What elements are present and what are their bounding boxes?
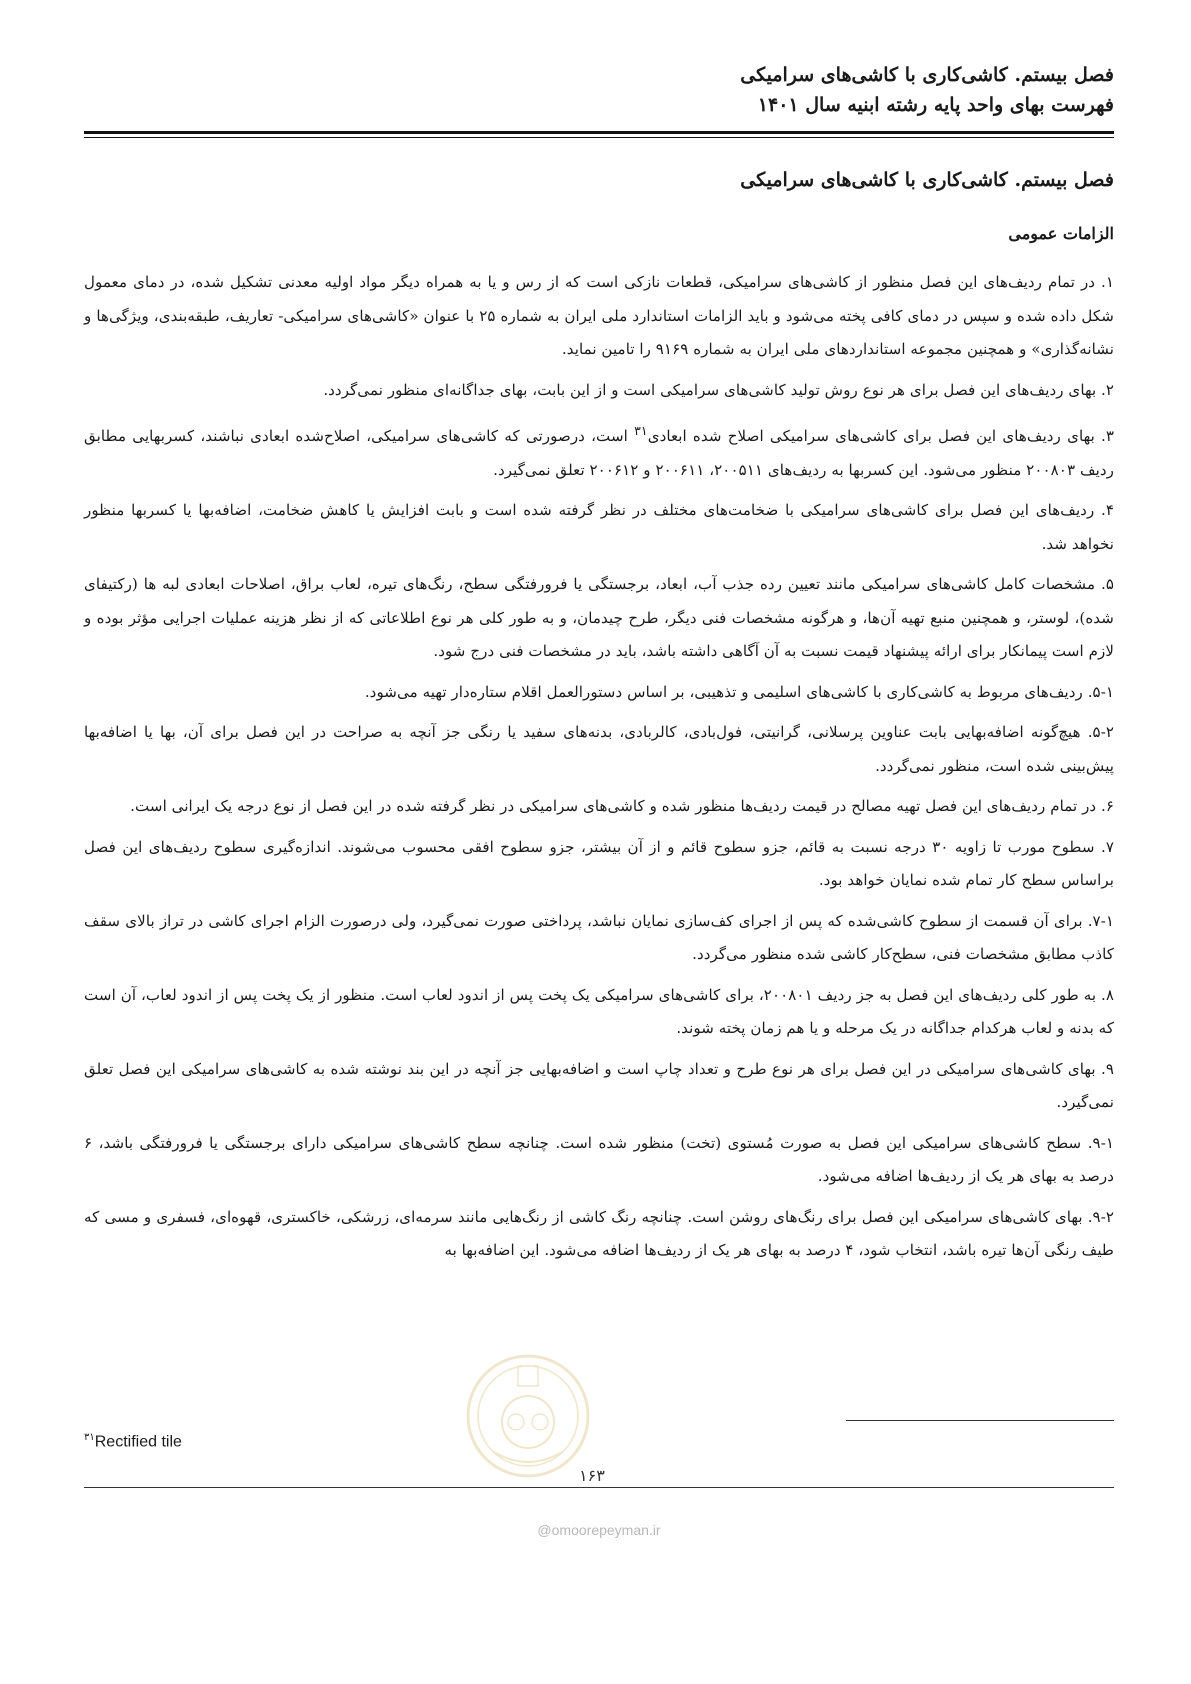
footnote-text: Rectified tile — [94, 1433, 182, 1451]
paragraph: ۸. به طور کلی ردیف‌های این فصل به جز ردیف ۲۰۰۸۰۱، برای کاشی‌های سرامیکی یک پخت پس از اندود لعاب است. منظور از یک پخت پس از اندود لعاب، آن است که بدنه و لعاب هرکدام جداگانه در یک مرحله و یا هم زمان پخته شوند. — [84, 985, 1114, 1038]
footer-divider — [84, 1487, 1114, 1488]
paragraph: ۷. سطوح مورب تا زاویه ۳۰ درجه نسبت به قائم، جزو سطوح قائم و از آن بیشتر، جزو سطوح افقی محسوب می‌شوند. اندازه‌گیری سطوح ردیف‌های این فصل براساس سطح کار تمام شده نمایان خواهد بود. — [84, 837, 1114, 890]
paragraph: ۹-۱. سطح کاشی‌های سرامیکی این فصل به صورت مُستوی (تخت) منظور شده است. چنانچه سطح کاشی‌های سرامیکی دارای برجستگی یا فرورفتگی باشد، ۶ درصد به بهای هر یک از ردیف‌ها اضافه می‌شود. — [84, 1133, 1114, 1186]
document-page — [84, 0, 1114, 1684]
paragraph: ۹-۲. بهای کاشی‌های سرامیکی این فصل برای رنگ‌های روشن است. چنانچه رنگ کاشی از رنگ‌هایی مانند سرمه‌ای، زرشکی، خاکستری، قهوه‌ای، فسفری و مسی که طیف رنگی آن‌ها تیره باشد، انتخاب شود، ۴ درصد به بهای هر یک از ردیف‌ها اضافه می‌شود. این اضافه‌بها به — [84, 1207, 1114, 1260]
paragraph: ۹. بهای کاشی‌های سرامیکی در این فصل برای هر نوع طرح و تعداد چاپ است و اضافه‌بهایی جز آنچه در این بند نوشته شده به کاشی‌های سرامیکی این فصل تعلق نمی‌گیرد. — [84, 1059, 1114, 1112]
running-header — [84, 60, 1114, 120]
watermark-url: @omoorepeyman.ir — [537, 1522, 661, 1538]
page-number: ۱۶۳ — [579, 1466, 605, 1485]
paragraph: ۵-۱. ردیف‌های مربوط به کاشی‌کاری با کاشی‌های اسلیمی و تذهیبی، بر اساس دستورالعمل اقلام ستاره‌دار تهیه می‌شود. — [364, 682, 1114, 701]
footnote — [84, 1432, 182, 1451]
paragraph: ۲. بهای ردیف‌های این فصل برای هر نوع روش تولید کاشی‌های سرامیکی است و از این بابت، بهای جداگانه‌ای منظور نمی‌گردد. — [323, 380, 1114, 399]
paragraph: ۴. ردیف‌های این فصل برای کاشی‌های سرامیکی با ضخامت‌های مختلف در نظر گرفته شده است و بابت افزایش یا کاهش ضخامت، اضافه‌بها یا کسربها منظور نخواهد شد. — [84, 501, 1114, 553]
paragraph: ۵-۲. هیچ‌گونه اضافه‌بهایی بابت عناوین پرسلانی، گرانیتی، فول‌بادی، کالربادی، بدنه‌های سفید یا رنگی جز آنچه به صراحت در این فصل برای آن، بها یا اضافه‌بها پیش‌بینی شده است، منظور نمی‌گردد. — [84, 723, 1114, 775]
paragraph: ۷-۱. برای آن قسمت از سطوح کاشی‌شده که پس از اجرای کف‌سازی نمایان نباشد، پرداختی صورت نمی‌گیرد، ولی درصورت الزام اجرای کاشی در تراز بالای سقف کاذب مطابق مشخصات فنی، سطح‌کار کاشی شده منظور می‌گردد. — [84, 911, 1114, 964]
paragraph: ۵. مشخصات کامل کاشی‌های سرامیکی مانند تعیین رده جذب آب، ابعاد، برجستگی یا فرورفتگی سطح، رنگ‌های تیره، لعاب براق، اصلاحات ابعادی لبه ها (رکتیفای شده)، لوستر، و همچنین منبع تهیه آن‌ها، و هرگونه مشخصات فنی دیگر، طرح چیدمان، و به طور کلی هر نوع اطلاعاتی که از نظر هزینه عملیات اجرایی مؤثر بوده و لازم است پیمانکار برای ارائه پیشنهاد قیمت نسبت به آن آگاهی داشته باشد، باید در مشخصات فنی درج شود. — [84, 575, 1114, 661]
chapter-title: فصل بیستم. کاشی‌کاری با کاشی‌های سرامیکی — [740, 169, 1114, 191]
paragraph-with-footnote: ۳. بهای ردیف‌های این فصل برای کاشی‌های سرامیکی اصلاح شده ابعادی$^{۳۱}$ است، درصورتی که کاشی‌های سرامیکی، اصلاح‌شده ابعادی نباشند، کسربهایی مطابق ردیف ۲۰۰۸۰۳ منظور می‌شود. این کسربها به ردیف‌های ۲۰۰۵۱۱، ۲۰۰۶۱۱ و ۲۰۰۶۱۲ تعلق نمی‌گیرد. — [84, 423, 1114, 479]
footnote-divider — [846, 1420, 1114, 1421]
paragraph: ۱. در تمام ردیف‌های این فصل منظور از کاشی‌های سرامیکی، قطعات نازکی است که از رس و یا به همراه دیگر مواد اولیه معدنی تشکیل شده، در دمای معمول شکل داده شده و سپس در دمای کافی پخته می‌شود و باید الزامات استاندارد ملی ایران به شماره ۲۵ با عنوان «کاشی‌های سرامیکی- تعاریف، طبقه‌بندی، ویژگی‌ها و نشانه‌گذاری» و همچنین مجموعه استانداردهای ملی ایران به شماره ۹۱۶۹ را تامین نماید. — [84, 273, 1114, 358]
section-title: الزامات عمومی — [1008, 224, 1114, 243]
paragraph: ۶. در تمام ردیف‌های این فصل تهیه مصالح در قیمت ردیف‌ها منظور شده و کاشی‌های سرامیکی در نظر گرفته شده در این فصل از نوع درجه یک ایرانی است. — [130, 797, 1114, 816]
header-divider-thick — [84, 131, 1114, 134]
header-divider-thin — [84, 137, 1114, 138]
watermark-seal-icon — [464, 1352, 592, 1480]
header-document-title: فهرست بهای واحد پایه رشته ابنیه سال ۱۴۰۱ — [757, 94, 1114, 116]
body-text — [84, 266, 1114, 1275]
header-chapter-title: فصل بیستم. کاشی‌کاری با کاشی‌های سرامیکی — [740, 64, 1114, 86]
footnote-marker: ۳۱ — [84, 1432, 95, 1443]
